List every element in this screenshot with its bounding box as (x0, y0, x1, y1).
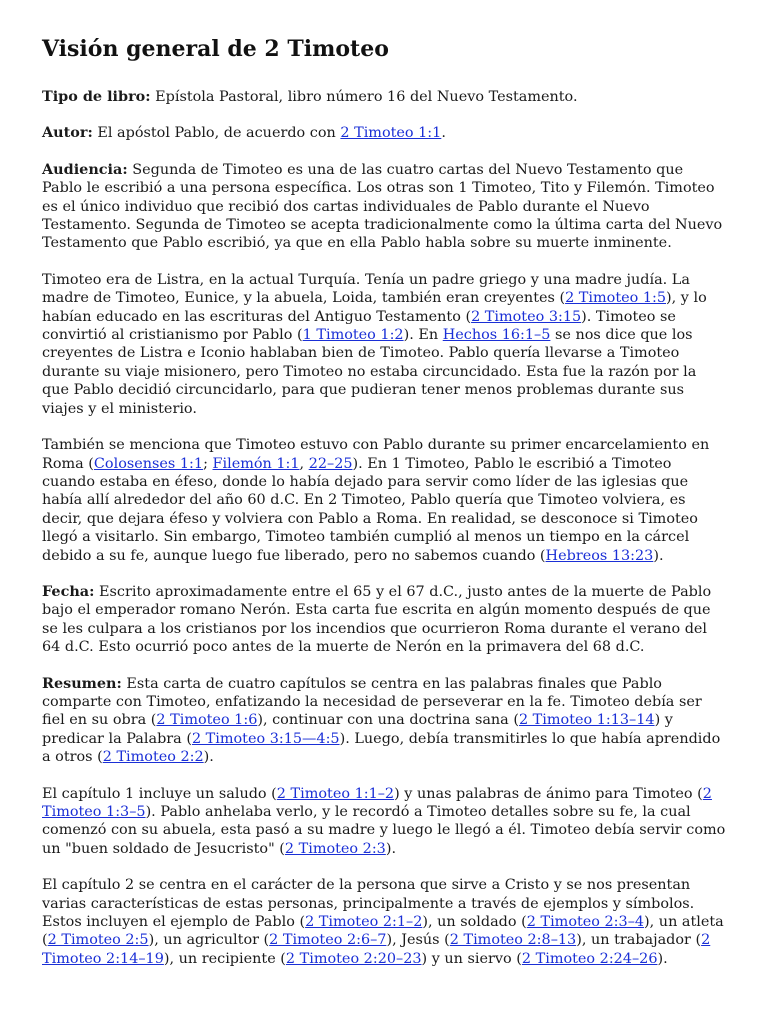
text-tipo: Epístola Pastoral, libro número 16 del Nuevo Testamento. (150, 89, 578, 105)
text-segment: ). Timoteo se convirtió al cristianismo por Pablo ( (42, 308, 676, 344)
text-segment: ; (203, 455, 213, 472)
text-segment: ), continuar con una doctrina sana ( (257, 712, 519, 729)
text-segment: ), un soldado ( (422, 914, 527, 931)
page-title: Visión general de 2 Timoteo (42, 36, 389, 62)
label-tipo: Tipo de libro: (42, 88, 151, 105)
text-segment: ), un atleta ( (42, 914, 724, 949)
link-filemon-1-1[interactable]: Filemón 1:1 (212, 455, 300, 472)
text-segment: ). En 1 Timoteo, Pablo le escribió a Timoteo cuando estaba en éfeso, donde lo había dejado para servir como líder de las iglesias que había allí alrededor del año 60 d.C. En 2 Timoteo, Pablo quería que Timoteo volviera, es decir, que dejara éfeso y volviera con Pablo a Roma. En realidad, se desconoce si Timoteo llegó a visitarlo. Sin embargo, Timoteo también cumplió al menos un tiempo en la cárcel debido a su fe, aunque luego fue liberado, pero no sabemos cuando ( (42, 455, 698, 564)
link-2tim-3-15-4-5[interactable]: 2 Timoteo 3:15—4:5 (191, 730, 340, 747)
text-autor: El apóstol Pablo, de acuerdo con (92, 125, 341, 142)
link-2tim-3-15[interactable]: 2 Timoteo 3:15 (471, 308, 582, 325)
text-autor-end: . (441, 125, 446, 142)
text-segment: , (299, 455, 309, 472)
text-segment: ), un agricultor ( (148, 932, 270, 949)
paragraph-capitulo-2 (42, 876, 726, 968)
text-segment: Timoteo era de Listra, en la actual Turquía. Tenía un padre griego y una madre judía. La madre de Timoteo, Eunice, y la abuela, Loida, también eran creyentes ( (42, 271, 690, 307)
text-segment: ). (657, 950, 668, 967)
label-autor: Autor: (42, 124, 93, 142)
paragraph-listra (42, 271, 726, 418)
link-colosenses-1-1[interactable]: Colosenses 1:1 (93, 455, 204, 472)
link-hebreos-13-23[interactable]: Hebreos 13:23 (545, 547, 654, 564)
paragraph-audiencia (42, 161, 726, 253)
link-2tim-1-1[interactable]: 2 Timoteo 1:1 (340, 125, 442, 142)
paragraph-tipo (42, 88, 726, 106)
label-fecha: Fecha: (42, 582, 95, 600)
text-segment: El capítulo 1 incluye un saludo ( (42, 785, 277, 802)
text-segment: ). (385, 840, 397, 857)
text-segment: ). (203, 749, 214, 766)
link-2tim-1-3-5[interactable]: 2 Timoteo 1:3–5 (42, 785, 712, 820)
link-filemon-22-25[interactable]: 22–25 (308, 455, 353, 472)
text-segment: ), Jesús ( (386, 932, 450, 949)
text-segment: ). (653, 547, 664, 564)
link-2tim-1-6[interactable]: 2 Timoteo 1:6 (156, 712, 258, 729)
link-2tim-2-2[interactable]: 2 Timoteo 2:2 (102, 749, 204, 766)
link-2tim-1-13-14[interactable]: 2 Timoteo 1:13–14 (518, 712, 655, 729)
text-segment: El capítulo 2 se centra en el carácter de la persona que sirve a Cristo y se nos presentan varias características de estas personas, principalmente a través de ejemplos y símbolos. Estos incluyen el ejemplo de Pablo ( (42, 877, 695, 931)
paragraph-fecha (42, 583, 726, 657)
link-2tim-2-1-2[interactable]: 2 Timoteo 2:1–2 (305, 914, 423, 931)
text-segment: ). Luego, debía transmitirles lo que había aprendido a otros ( (42, 730, 721, 766)
link-2tim-2-3[interactable]: 2 Timoteo 2:3 (284, 840, 386, 857)
text-segment: ). Pablo anhelaba verlo, y le recordó a Timoteo detalles sobre su fe, la cual comenzó con su abuela, esta pasó a su madre y luego le llegó a él. Timoteo debía servir como un "buen soldado de Jesucristo" ( (42, 804, 726, 857)
link-2tim-2-8-13[interactable]: 2 Timoteo 2:8–13 (449, 932, 577, 949)
label-resumen: Resumen: (42, 674, 122, 692)
link-2tim-2-3-4[interactable]: 2 Timoteo 2:3–4 (526, 914, 645, 931)
text-segment: ) y predicar la Palabra ( (42, 712, 673, 747)
text-segment: ), un recipiente ( (163, 950, 286, 967)
link-2tim-2-6-7[interactable]: 2 Timoteo 2:6–7 (269, 932, 387, 949)
text-segment: se nos dice que los creyentes de Listra e Iconio hablaban bien de Timoteo. Pablo quería llevarse a Timoteo durante su viaje misionero, pero Timoteo no estaba circuncidado. Esta fue la razón por la que Pablo decidió circuncidarlo, para que pudieran tener menos problemas durante sus viajes y el ministerio. (42, 327, 697, 417)
link-1tim-1-2[interactable]: 1 Timoteo 1:2 (302, 327, 404, 344)
link-2tim-2-20-23[interactable]: 2 Timoteo 2:20–23 (285, 950, 422, 967)
paragraph-autor (42, 124, 726, 142)
link-2tim-2-5[interactable]: 2 Timoteo 2:5 (47, 932, 149, 949)
link-2tim-1-5[interactable]: 2 Timoteo 1:5 (565, 290, 667, 307)
label-audiencia: Audiencia: (42, 160, 128, 178)
text-segment: ), un trabajador ( (576, 932, 702, 949)
text-segment: Esta carta de cuatro capítulos se centra en las palabras finales que Pablo comparte con Timoteo, enfatizando la necesidad de perseverar en la fe. Timoteo debía ser fiel en su obra ( (42, 675, 702, 729)
text-segment: ) y un siervo ( (421, 950, 522, 967)
text-fecha: Escrito aproximadamente entre el 65 y el 67 d.C., justo antes de la muerte de Pablo bajo el emperador romano Nerón. Esta carta fue escrita en algún momento después de que se les culpara a los cristianos por los incendios que ocurrieron Roma durante el verano del 64 d.C. Esto ocurrió poco antes de la muerte de Nerón en la primavera del 68 d.C. (42, 583, 712, 656)
paragraph-roma (42, 436, 726, 565)
link-2tim-2-24-26[interactable]: 2 Timoteo 2:24–26 (521, 950, 658, 967)
paragraph-resumen (42, 675, 726, 767)
link-hechos-16-1-5[interactable]: Hechos 16:1–5 (442, 327, 551, 344)
text-segment: También se menciona que Timoteo estuvo con Pablo durante su primer encarcelamiento en Roma ( (42, 437, 710, 472)
text-audiencia: Segunda de Timoteo es una de las cuatro cartas del Nuevo Testamento que Pablo le escribió a una persona específica. Los otras son 1 Timoteo, Tito y Filemón. Timoteo es el único individuo que recibió dos cartas individuales de Pablo durante el Nuevo Testamento. Segunda de Timoteo se acepta tradicionalmente como la última carta del Nuevo Testamento que Pablo escribió, ya que en ella Pablo habla sobre su muerte inminente. (42, 161, 723, 252)
text-segment: ). En (403, 327, 443, 344)
text-segment: ), y lo habían educado en las escrituras del Antiguo Testamento ( (42, 290, 707, 325)
text-segment: ) y unas palabras de ánimo para Timoteo ( (394, 785, 703, 802)
link-2tim-1-1-2[interactable]: 2 Timoteo 1:1–2 (276, 785, 395, 802)
paragraph-capitulo-1 (42, 785, 726, 859)
link-2tim-2-14-19[interactable]: 2 Timoteo 2:14–19 (42, 932, 711, 967)
